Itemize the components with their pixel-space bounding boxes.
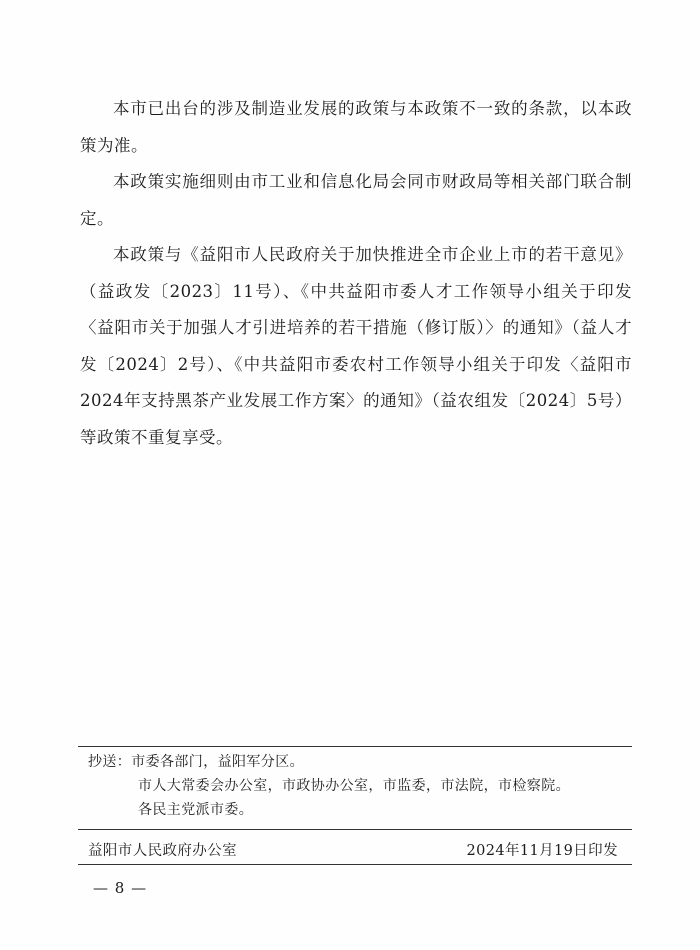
cc-label: 抄送：: [88, 754, 132, 770]
issuing-office: 益阳市人民政府办公室: [88, 843, 237, 859]
cc-recipients-3: 各民主党派市委。: [138, 802, 254, 818]
page-number: — 8 —: [93, 879, 148, 897]
cc-distribution-list: [88, 750, 633, 822]
body-paragraph-2: 本政策实施细则由市工业和信息化局会同市财政局等相关部门联合制定。: [80, 172, 632, 228]
cc-recipients-1: 市委各部门，益阳军分区。: [131, 754, 305, 770]
cc-bottom-rule: [78, 829, 632, 830]
cc-top-rule: [78, 746, 632, 747]
issuer-bottom-rule: [78, 864, 632, 865]
issue-date: 2024年11月19日印发: [466, 843, 618, 859]
cc-recipients-2: 市人大常委会办公室，市政协办公室，市监委，市法院，市检察院。: [138, 778, 570, 794]
body-paragraph-3: 本政策与《益阳市人民政府关于加快推进全市企业上市的若干意见》（益政发〔2023〕11号）、《中共益阳市委人才工作领导小组关于印发〈益阳市关于加强人才引进培养的若干措施（修订版）〉的通知》（益人才发〔2024〕2号）、《中共益阳市委农村工作领导小组关于印发〈益阳市2024年支持黑茶产业发展工作方案〉的通知》（益农组发〔2024〕5号）等政策不重复享受。: [80, 245, 632, 447]
body-paragraph-1: 本市已出台的涉及制造业发展的政策与本政策不一致的条款，以本政策为准。: [80, 99, 632, 155]
cc-line-1: [88, 750, 633, 774]
